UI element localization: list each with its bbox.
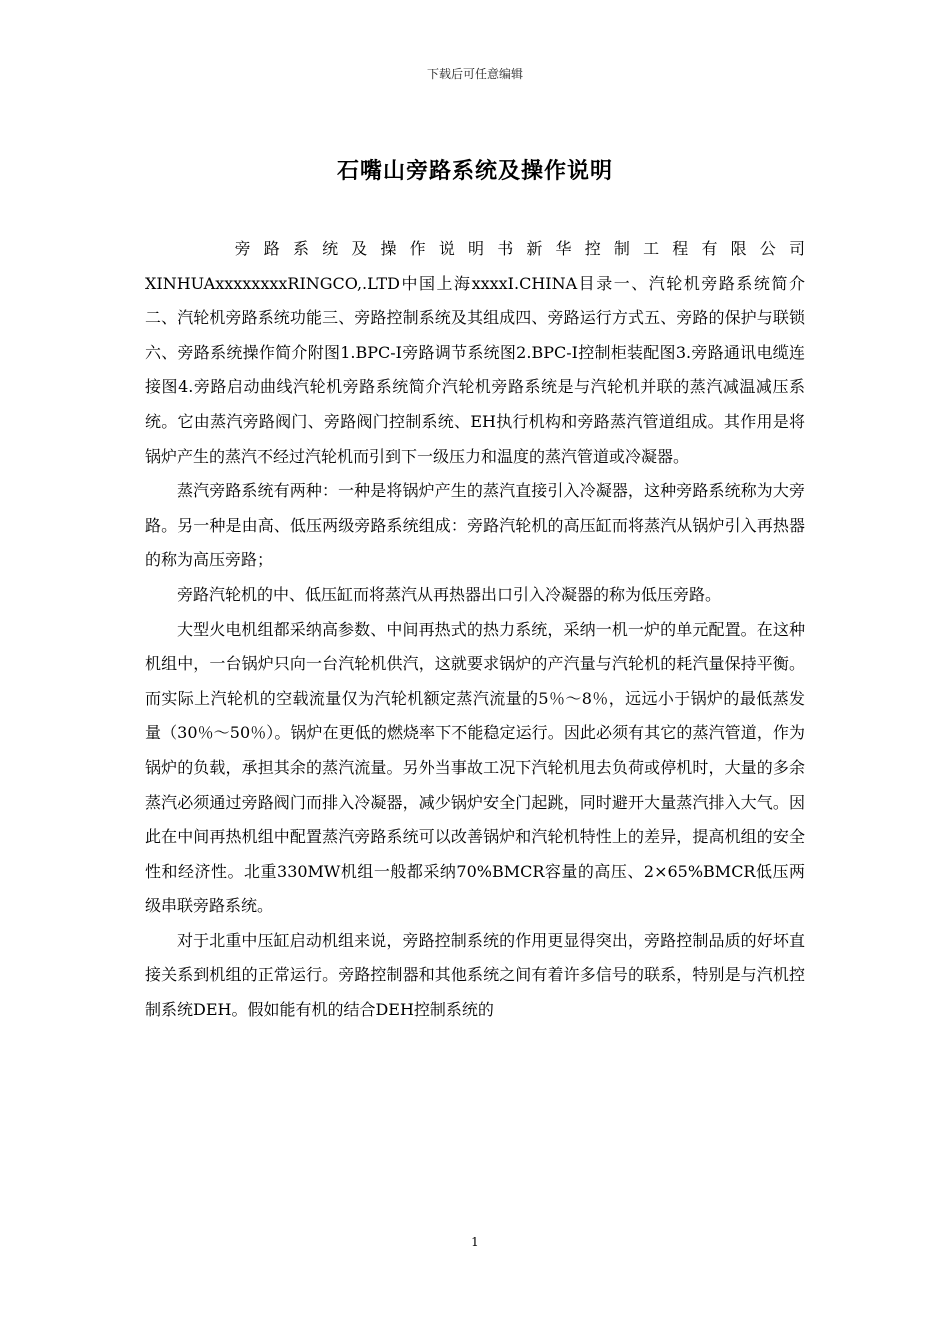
- paragraph-5: 对于北重中压缸启动机组来说，旁路控制系统的作用更显得突出，旁路控制品质的好坏直接关系到机组的正常运行。旁路控制器和其他系统之间有着许多信号的联系，特别是与汽机控制系统DEH。假如能有机的结合DEH控制系统的: [145, 930, 805, 1020]
- paragraph-1: 旁路系统及操作说明书新华控制工程有限公司XINHUAxxxxxxxxRINGCO,.LTD中国上海xxxxI.CHINA目录一、汽轮机旁路系统简介二、汽轮机旁路系统功能三、旁路控制系统及其组成四、旁路运行方式五、旁路的保护与联锁六、旁路系统操作简介附图1.BPC-I旁路调节系统图2.BPC-I控制柜装配图3.旁路通讯电缆连接图4.旁路启动曲线汽轮机旁路系统简介汽轮机旁路系统是与汽轮机并联的蒸汽减温减压系统。它由蒸汽旁路阀门、旁路阀门控制系统、EH执行机构和旁路蒸汽管道组成。其作用是将锅炉产生的蒸汽不经过汽轮机而引到下一级压力和温度的蒸汽管道或冷凝器。: [145, 239, 805, 466]
- page-header-note: 下载后可任意编辑: [426, 67, 523, 81]
- document-body: [145, 232, 805, 1028]
- paragraph-2: 蒸汽旁路系统有两种：一种是将锅炉产生的蒸汽直接引入冷凝器，这种旁路系统称为大旁路。另一种是由高、低压两级旁路系统组成：旁路汽轮机的高压缸而将蒸汽从锅炉引入再热器的称为高压旁路；: [145, 481, 805, 570]
- paragraph-3: 旁路汽轮机的中、低压缸而将蒸汽从再热器出口引入冷凝器的称为低压旁路。: [177, 584, 722, 604]
- document-title: 石嘴山旁路系统及操作说明: [336, 158, 613, 184]
- paragraph-4: 大型火电机组都采纳高参数、中间再热式的热力系统，采纳一机一炉的单元配置。在这种机组中，一台锅炉只向一台汽轮机供汽，这就要求锅炉的产汽量与汽轮机的耗汽量保持平衡。而实际上汽轮机的空载流量仅为汽轮机额定蒸汽流量的5％～8％，远远小于锅炉的最低蒸发量（30％～50％）。锅炉在更低的燃烧率下不能稳定运行。因此必须有其它的蒸汽管道，作为锅炉的负载，承担其余的蒸汽流量。另外当事故工况下汽轮机甩去负荷或停机时，大量的多余蒸汽必须通过旁路阀门而排入冷凝器，减少锅炉安全门起跳，同时避开大量蒸汽排入大气。因此在中间再热机组中配置蒸汽旁路系统可以改善锅炉和汽轮机特性上的差异，提高机组的安全性和经济性。北重330MW机组一般都采纳70%BMCR容量的高压、2×65%BMCR低压两级串联旁路系统。: [145, 619, 805, 916]
- page-number: 1: [471, 1235, 479, 1249]
